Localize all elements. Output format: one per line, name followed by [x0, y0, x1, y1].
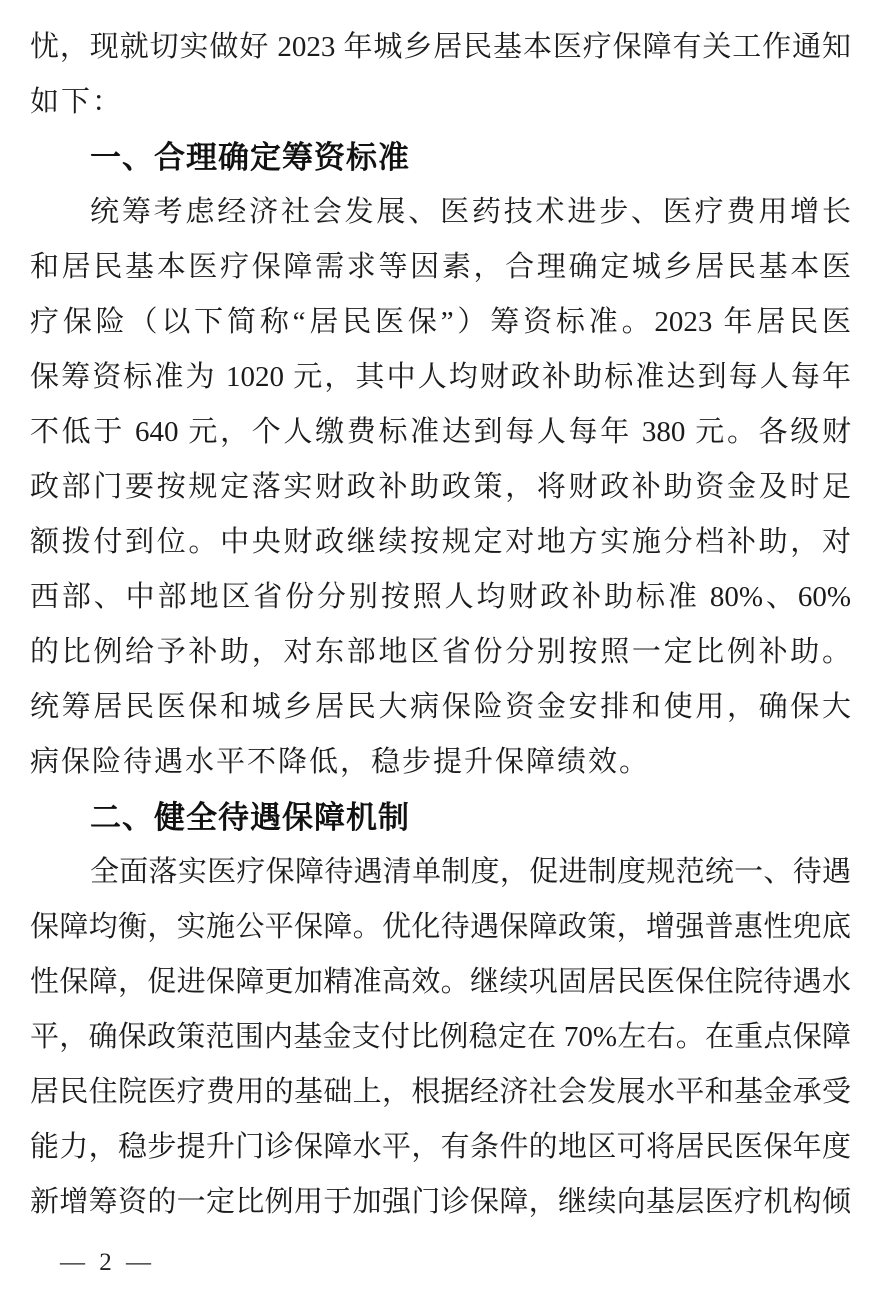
body-line: 保筹资标准为 1020 元，其中人均财政补助标准达到每人每年 [30, 361, 851, 393]
body-line: 病保险待遇水平不降低，稳步提升保障绩效。 [30, 746, 651, 778]
body-line: 额拨付到位。中央财政继续按规定对地方实施分档补助，对 [30, 526, 851, 558]
body-line: 政部门要按规定落实财政补助政策，将财政补助资金及时足 [30, 471, 851, 503]
section-1-heading: 一、合理确定筹资标准 [90, 140, 410, 175]
body-line: 和居民基本医疗保障需求等因素，合理确定城乡居民基本医 [30, 251, 851, 283]
page-number: — 2 — [60, 1249, 155, 1276]
section-2-heading: 二、健全待遇保障机制 [90, 800, 410, 835]
body-line: 全面落实医疗保障待遇清单制度，促进制度规范统一、待遇 [90, 856, 851, 888]
body-line: 的比例给予补助，对东部地区省份分别按照一定比例补助。 [30, 636, 851, 668]
body-line: 统筹考虑经济社会发展、医药技术进步、医疗费用增长 [90, 196, 851, 228]
body-line: 平，确保政策范围内基金支付比例稳定在 70%左右。在重点保障 [30, 1021, 851, 1053]
body-line: 西部、中部地区省份分别按照人均财政补助标准 80%、60% [30, 581, 851, 613]
body-line: 能力，稳步提升门诊保障水平，有条件的地区可将居民医保年度 [30, 1131, 851, 1163]
intro-line: 如下： [30, 86, 124, 118]
body-line: 居民住院医疗费用的基础上，根据经济社会发展水平和基金承受 [30, 1076, 851, 1108]
body-line: 性保障，促进保障更加精准高效。继续巩固居民医保住院待遇水 [30, 966, 851, 998]
body-line: 统筹居民医保和城乡居民大病保险资金安排和使用，确保大 [30, 691, 851, 723]
body-line: 保障均衡，实施公平保障。优化待遇保障政策，增强普惠性兜底 [30, 911, 851, 943]
body-line: 新增筹资的一定比例用于加强门诊保障，继续向基层医疗机构倾 [30, 1186, 851, 1218]
body-line: 疗保险（以下简称“居民医保”）筹资标准。2023 年居民医 [30, 306, 851, 338]
body-line: 不低于 640 元，个人缴费标准达到每人每年 380 元。各级财 [30, 416, 851, 448]
intro-line: 忧，现就切实做好 2023 年城乡居民基本医疗保障有关工作通知 [30, 31, 851, 63]
